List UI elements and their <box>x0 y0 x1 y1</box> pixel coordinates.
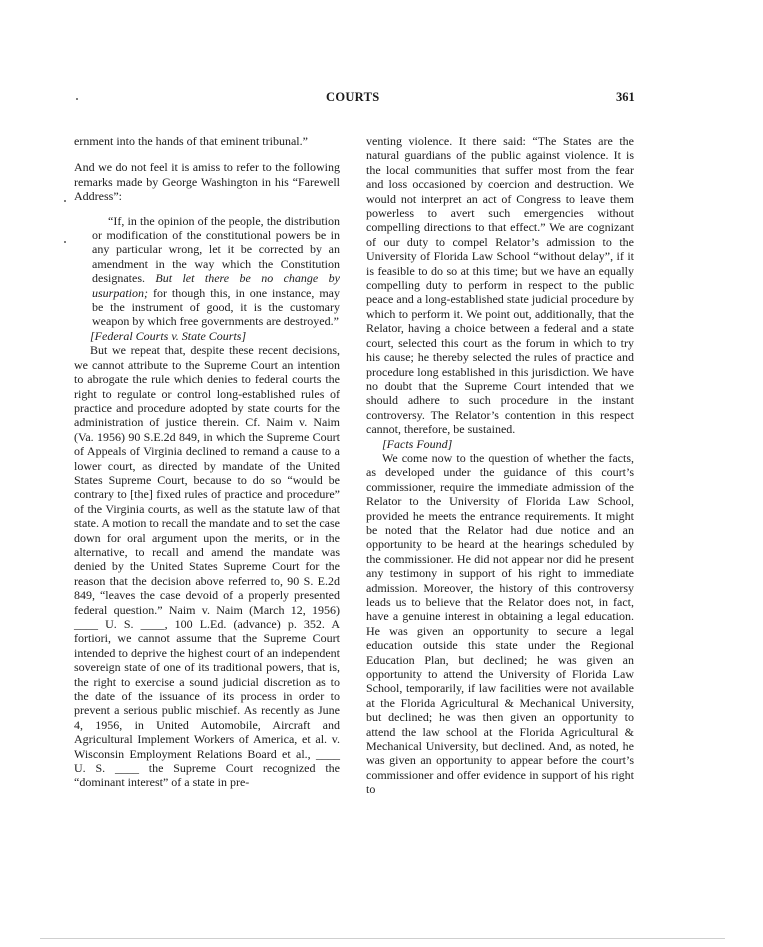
scan-speck <box>76 98 78 100</box>
page-number: 361 <box>616 90 635 104</box>
paragraph-repeat: But we repeat that, despite these recent decisions, we cannot attribute to the Supreme Court an intention to abrogate the rule which denies to federal courts the right to regulate or control long-established rules of practice and procedure adopted by state courts for the administration of justice therein. Cf. Naim v. Naim (Va. 1956) 90 S.E.2d 849, in which the Supreme Court of Appeals of Virginia declined to remand a cause to a lower court, as directed by mandate of the United States Supreme Court, because to do so “would be contrary to [the] fixed rules of practice and procedure” of the Virginia courts, as well as the statute law of that state. A motion to recall the mandate and to set the case down for oral argument upon the merits, or in the alternative, to recall and amend the mandate was denied by the United States Supreme Court for the reason that the decision above referred to, 90 S. E.2d 849, “leaves the case devoid of a properly presented federal question.” Naim v. Naim (March 12, 1956) ____ U. S. ____, 100 L.Ed. (advance) p. 352. A fortiori, we cannot assume that the Supreme Court intended to deprive the highest court of an independent sovereign state of one of its traditional powers, that is, the right to exercise a sound judicial discretion as to the date of the issuance of its process in order to prevent a serious public mischief. As recently as June 4, 1956, in United Automobile, Aircraft and Agricultural Implement Workers of America, et al. v. Wisconsin Employment Relations Board et al., ____ U. S. ____ the Supreme Court recognized the “dominant interest” of a state in pre- <box>74 343 340 790</box>
paragraph-violence: venting violence. It there said: “The States are the natural guardians of the public against violence. It is the local communities that suffer most from the fear and loss occasioned by coercion and destruction. We would not interpret an act of Congress to leave them powerless to avert such emergencies without compelling directions to that effect.” We are cognizant of our duty to compel Relator’s admission to the University of Florida Law School “without delay”, if it is feasible to do so at this time; but we have an equally compelling duty to perform in respect to the public peace and a long-established state judicial procedure by which to perform it. We point out, additionally, that the Relator, having a choice between a federal and a state court, selected this court as the forum in which to try his cause; he thereby selected the rules of practice and procedure long established in this jurisdiction. We have no doubt that the Supreme Court intended that we should adhere to such procedure in the instant controversy. The Relator’s contention in this respect cannot, therefore, be sustained. <box>366 134 634 437</box>
page-bottom-rule <box>40 938 725 939</box>
quote-text <box>92 214 340 329</box>
scan-speck <box>64 241 66 243</box>
section-heading-federal-courts: [Federal Courts v. State Courts] <box>90 328 247 343</box>
right-column <box>366 134 634 797</box>
quote-italic: But let there be no change by usurpation; <box>92 271 340 300</box>
section-heading-facts-found: [Facts Found] <box>382 436 453 451</box>
quote-part-b: for though this, in one instance, may be the instrument of good, it is the customary weapon by which free governments are destroyed.” <box>92 285 340 329</box>
paragraph-washington-intro: And we do not feel it is amiss to refer to the following remarks made by George Washington in his “Farewell Address”: <box>74 160 340 204</box>
washington-quote <box>92 214 340 329</box>
quote-part-a: “If, in the opinion of the people, the distribution or modification of the constitutional powers be in any particular wrong, let it be corrected by an amendment in the way which the Constitution designates. <box>92 213 340 286</box>
paragraph-continuation: ernment into the hands of that eminent tribunal.” <box>74 134 308 148</box>
left-column <box>74 134 340 790</box>
running-title: COURTS <box>326 90 380 104</box>
paragraph-facts: We come now to the question of whether the facts, as developed under the guidance of this court’s commissioner, require the immediate admission of the Relator to the University of Florida Law School, provided he meets the entrance requirements. It might be noted that the Relator had due notice and an opportunity to be heard at the hearings scheduled by the commissioner. He did not appear nor did he present any testimony in support of his right to immediate admission. Moreover, the history of this controversy leads us to believe that the Relator does not, in fact, have a genuine interest in obtaining a legal education. He was given an opportunity to secure a legal education outside this state under the Regional Education Plan, but declined; he was given an opportunity to attend the University of Florida Law School, temporarily, if law facilities were not available at the Florida Agricultural & Mechanical University, but declined; he was then given an opportunity to attend the law school at the Florida Agricultural & Mechanical University, but declined. And, as noted, he was given an opportunity to appear before the court’s commissioner and offer evidence in support of his right to <box>366 450 634 797</box>
running-head <box>0 90 763 110</box>
scan-speck <box>64 200 66 202</box>
